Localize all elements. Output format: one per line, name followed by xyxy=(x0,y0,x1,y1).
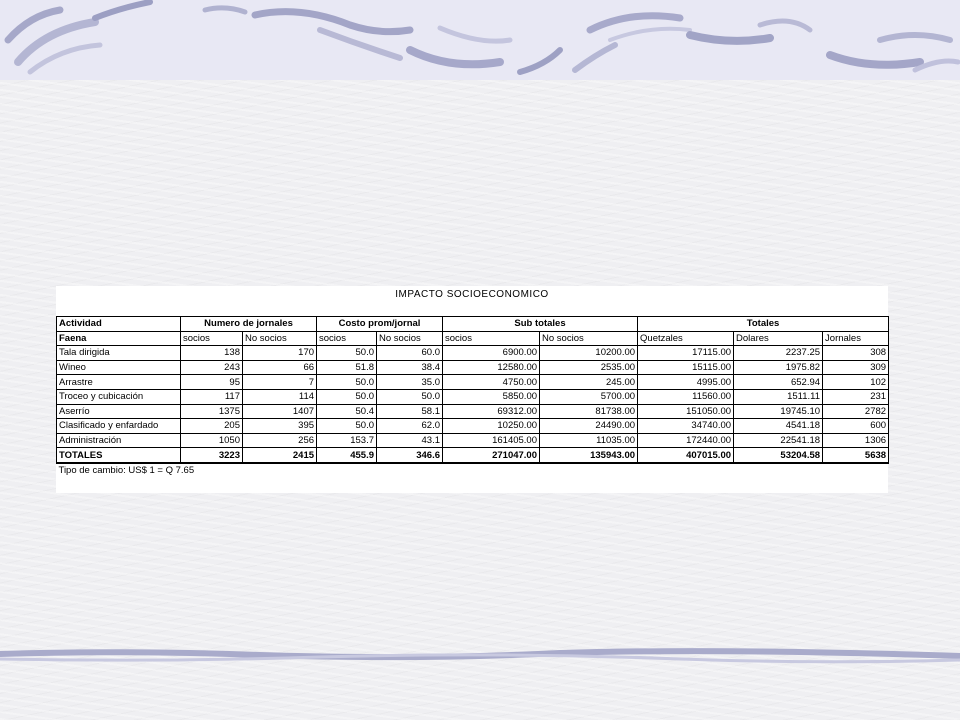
table-cell: 1375 xyxy=(181,404,243,419)
table-cell: 1511.11 xyxy=(734,389,823,404)
table-cell: 5700.00 xyxy=(540,389,638,404)
table-cell: 5638 xyxy=(823,448,889,463)
table-cell: 95 xyxy=(181,375,243,390)
table-cell: 35.0 xyxy=(377,375,443,390)
table-row xyxy=(57,433,889,448)
table-cell: 11560.00 xyxy=(638,389,734,404)
table-cell: 455.9 xyxy=(317,448,377,463)
table-cell: 3223 xyxy=(181,448,243,463)
table-cell: 69312.00 xyxy=(443,404,540,419)
table-cell: 6900.00 xyxy=(443,346,540,361)
table-cell: 138 xyxy=(181,346,243,361)
table-cell: 346.6 xyxy=(377,448,443,463)
table-cell: 309 xyxy=(823,360,889,375)
table-row xyxy=(57,375,889,390)
table-cell: 652.94 xyxy=(734,375,823,390)
table-cell: 407015.00 xyxy=(638,448,734,463)
table-cell: 10250.00 xyxy=(443,419,540,434)
col-header: No socios xyxy=(540,331,638,346)
table-cell: 151050.00 xyxy=(638,404,734,419)
header-numero-jornales: Numero de jornales xyxy=(181,317,317,332)
col-header: No socios xyxy=(243,331,317,346)
table-cell: 17115.00 xyxy=(638,346,734,361)
table-cell: 43.1 xyxy=(377,433,443,448)
table-cell: 19745.10 xyxy=(734,404,823,419)
table-cell: 153.7 xyxy=(317,433,377,448)
table-cell: 1975.82 xyxy=(734,360,823,375)
table-cell: 395 xyxy=(243,419,317,434)
row-label: Wineo xyxy=(57,360,181,375)
table-cell: 256 xyxy=(243,433,317,448)
note-row xyxy=(57,463,889,478)
table-cell: 117 xyxy=(181,389,243,404)
table-cell: 11035.00 xyxy=(540,433,638,448)
header-row-columns xyxy=(57,331,889,346)
header-totales: Totales xyxy=(638,317,889,332)
table-cell: 66 xyxy=(243,360,317,375)
table-cell: 2535.00 xyxy=(540,360,638,375)
wave-ornament-top xyxy=(0,0,960,80)
table-cell: 2782 xyxy=(823,404,889,419)
table-cell: 81738.00 xyxy=(540,404,638,419)
table-cell: 50.0 xyxy=(377,389,443,404)
table-cell: 114 xyxy=(243,389,317,404)
table-cell: 50.4 xyxy=(317,404,377,419)
table-cell: 50.0 xyxy=(317,375,377,390)
table-cell: 60.0 xyxy=(377,346,443,361)
table-row xyxy=(57,404,889,419)
table-cell: 58.1 xyxy=(377,404,443,419)
table-cell: 4995.00 xyxy=(638,375,734,390)
table-cell: 1050 xyxy=(181,433,243,448)
table-cell: 172440.00 xyxy=(638,433,734,448)
row-label: TOTALES xyxy=(57,448,181,463)
table-row xyxy=(57,389,889,404)
table-cell: 170 xyxy=(243,346,317,361)
table-cell: 2415 xyxy=(243,448,317,463)
table-cell: 4541.18 xyxy=(734,419,823,434)
table-cell: 12580.00 xyxy=(443,360,540,375)
table-cell: 34740.00 xyxy=(638,419,734,434)
col-header: Dolares xyxy=(734,331,823,346)
row-label: Clasificado y enfardado xyxy=(57,419,181,434)
header-row-groups xyxy=(57,317,889,332)
table-cell: 1407 xyxy=(243,404,317,419)
table-cell: 15115.00 xyxy=(638,360,734,375)
table-cell: 600 xyxy=(823,419,889,434)
col-header: No socios xyxy=(377,331,443,346)
header-costo-prom: Costo prom/jornal xyxy=(317,317,443,332)
table-cell: 161405.00 xyxy=(443,433,540,448)
table-cell: 135943.00 xyxy=(540,448,638,463)
totals-row xyxy=(57,448,889,463)
row-label: Aserrío xyxy=(57,404,181,419)
table-cell: 10200.00 xyxy=(540,346,638,361)
row-label: Troceo y cubicación xyxy=(57,389,181,404)
table-cell: 2237.25 xyxy=(734,346,823,361)
row-label: Administración xyxy=(57,433,181,448)
table-row xyxy=(57,360,889,375)
table-cell: 53204.58 xyxy=(734,448,823,463)
decorative-footer-band xyxy=(0,640,960,670)
table-row xyxy=(57,419,889,434)
table-title: IMPACTO SOCIOECONOMICO xyxy=(395,289,549,300)
table-cell: 245.00 xyxy=(540,375,638,390)
table-cell: 51.8 xyxy=(317,360,377,375)
table-cell: 50.0 xyxy=(317,346,377,361)
header-sub-totales: Sub totales xyxy=(443,317,638,332)
col-header: socios xyxy=(443,331,540,346)
header-actividad: Actividad xyxy=(57,317,181,332)
row-label: Tala dirigida xyxy=(57,346,181,361)
table-cell: 38.4 xyxy=(377,360,443,375)
table-cell: 24490.00 xyxy=(540,419,638,434)
table-cell: 231 xyxy=(823,389,889,404)
table-cell: 5850.00 xyxy=(443,389,540,404)
exchange-rate-note: Tipo de cambio: US$ 1 = Q 7.65 xyxy=(58,465,195,477)
table-cell: 1306 xyxy=(823,433,889,448)
table-cell: 271047.00 xyxy=(443,448,540,463)
socioeconomic-table-panel xyxy=(56,286,888,493)
table-cell: 50.0 xyxy=(317,389,377,404)
table-cell: 62.0 xyxy=(377,419,443,434)
wave-ornament-bottom xyxy=(0,640,960,670)
row-label: Arrastre xyxy=(57,375,181,390)
table-row xyxy=(57,346,889,361)
decorative-header-band xyxy=(0,0,960,80)
col-header: socios xyxy=(181,331,243,346)
table-cell: 205 xyxy=(181,419,243,434)
table-cell: 22541.18 xyxy=(734,433,823,448)
table-cell: 102 xyxy=(823,375,889,390)
table-cell: 308 xyxy=(823,346,889,361)
header-faena: Faena xyxy=(57,331,181,346)
table-cell: 4750.00 xyxy=(443,375,540,390)
col-header: Quetzales xyxy=(638,331,734,346)
col-header: Jornales xyxy=(823,331,889,346)
table-cell: 50.0 xyxy=(317,419,377,434)
col-header: socios xyxy=(317,331,377,346)
socioeconomic-impact-table xyxy=(56,316,889,478)
table-cell: 7 xyxy=(243,375,317,390)
table-cell: 243 xyxy=(181,360,243,375)
